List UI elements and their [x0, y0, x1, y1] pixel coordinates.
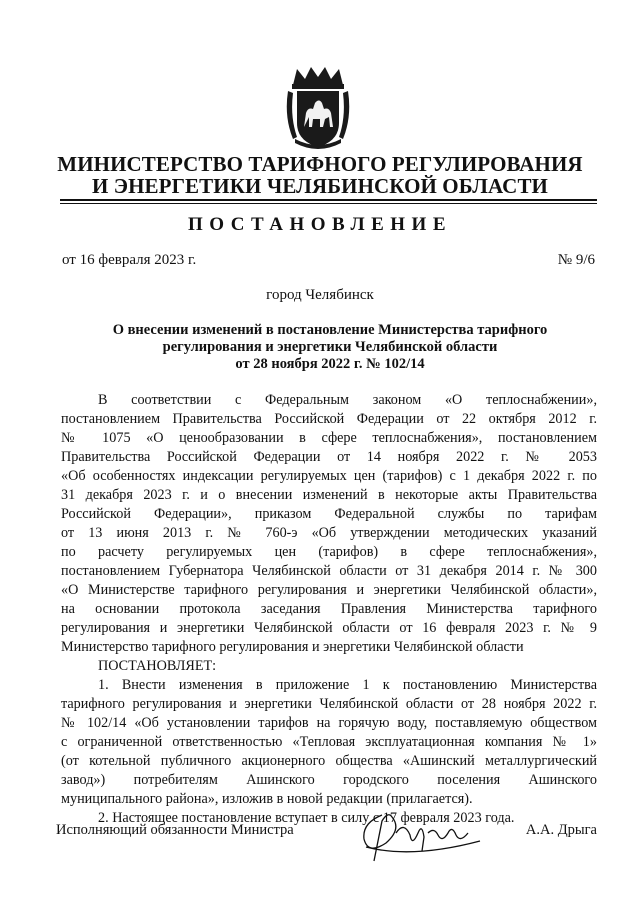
- body-line: В соответствии с Федеральным законом «О теплоснабжении»,: [98, 392, 597, 408]
- subject-line1: О внесении изменений в постановление Министерства тарифного: [112, 322, 548, 338]
- body-line: регулирования и энергетики Челябинской области от 16 февраля 2023 г. № 9: [61, 620, 597, 636]
- chelyabinsk-coat-of-arms-icon: [285, 65, 351, 151]
- body-line: постановлением Правительства Российской Федерации от 22 октября 2012 г.: [61, 411, 597, 427]
- body-line: (от котельной публичного акционерного общества «Ашинский металлургический: [61, 753, 597, 769]
- body-line: постановлением Губернатора Челябинской области от 31 декабря 2014 г. № 300: [61, 563, 597, 579]
- body-line: по расчету регулируемых цен (тарифов) в сфере теплоснабжения»,: [61, 544, 597, 560]
- body-line: «О Министерстве тарифного регулирования и энергетики Челябинской области»,: [61, 582, 597, 598]
- body-line: Российской Федерации», приказом Федеральной службы по тарифам: [61, 506, 597, 522]
- body-line: тарифного регулирования и энергетики Челябинской области от 28 ноября 2022 г.: [61, 696, 597, 712]
- subject-line3: от 28 ноября 2022 г. № 102/14: [235, 356, 425, 372]
- header-divider-thin: [60, 203, 597, 204]
- body-line: завод») потребителям Ашинского городского поселения Ашинского: [61, 772, 597, 788]
- body-line: муниципального района», изложив в новой редакции (прилагается).: [61, 791, 473, 807]
- city-label: город Челябинск: [266, 287, 374, 303]
- body-line: № 1075 «О ценообразовании в сфере теплоснабжения», постановлением: [61, 430, 597, 446]
- ministry-name-line1: МИНИСТЕРСТВО ТАРИФНОГО РЕГУЛИРОВАНИЯ: [57, 152, 583, 176]
- body-line: Правительства Российской Федерации от 14 ноября 2022 г. № 2053: [61, 449, 597, 465]
- body-line-item-1: 1. Внести изменения в приложение 1 к постановлению Министерства: [98, 677, 597, 693]
- body-line: «Об особенностях индексации регулируемых цен (тарифов) с 1 декабря 2022 г. по: [61, 468, 597, 484]
- body-line: на основании протокола заседания Правления Министерства тарифного: [61, 601, 597, 617]
- document-number: № 9/6: [557, 252, 595, 268]
- header-divider: [60, 199, 597, 201]
- document-type: ПОСТАНОВЛЕНИЕ: [187, 214, 453, 235]
- signatory-name: А.А. Дрыга: [525, 822, 597, 838]
- document-date: от 16 февраля 2023 г.: [62, 252, 197, 268]
- ministry-name-line2: И ЭНЕРГЕТИКИ ЧЕЛЯБИНСКОЙ ОБЛАСТИ: [92, 174, 548, 198]
- body-line-item-2: 2. Настоящее постановление вступает в силу с 17 февраля 2023 года.: [98, 810, 515, 826]
- body-line-decree-word: ПОСТАНОВЛЯЕТ:: [98, 658, 217, 674]
- body-line: с ограниченной ответственностью «Тепловая эксплуатационная компания № 1»: [61, 734, 597, 750]
- body-line: от 13 июня 2013 г. № 760-э «Об утверждении методических указаний: [61, 525, 597, 541]
- body-line: 31 декабря 2023 г. и о внесении изменений в некоторые акты Правительства: [61, 487, 597, 503]
- body-line: № 102/14 «Об установлении тарифов на горячую воду, поставляемую обществом: [61, 715, 597, 731]
- signatory-position: Исполняющий обязанности Министра: [56, 822, 294, 838]
- document-body: [61, 391, 597, 828]
- body-line: Министерство тарифного регулирования и энергетики Челябинской области: [61, 639, 524, 655]
- subject-line2: регулирования и энергетики Челябинской области: [162, 339, 498, 355]
- handwritten-signature: [352, 803, 502, 863]
